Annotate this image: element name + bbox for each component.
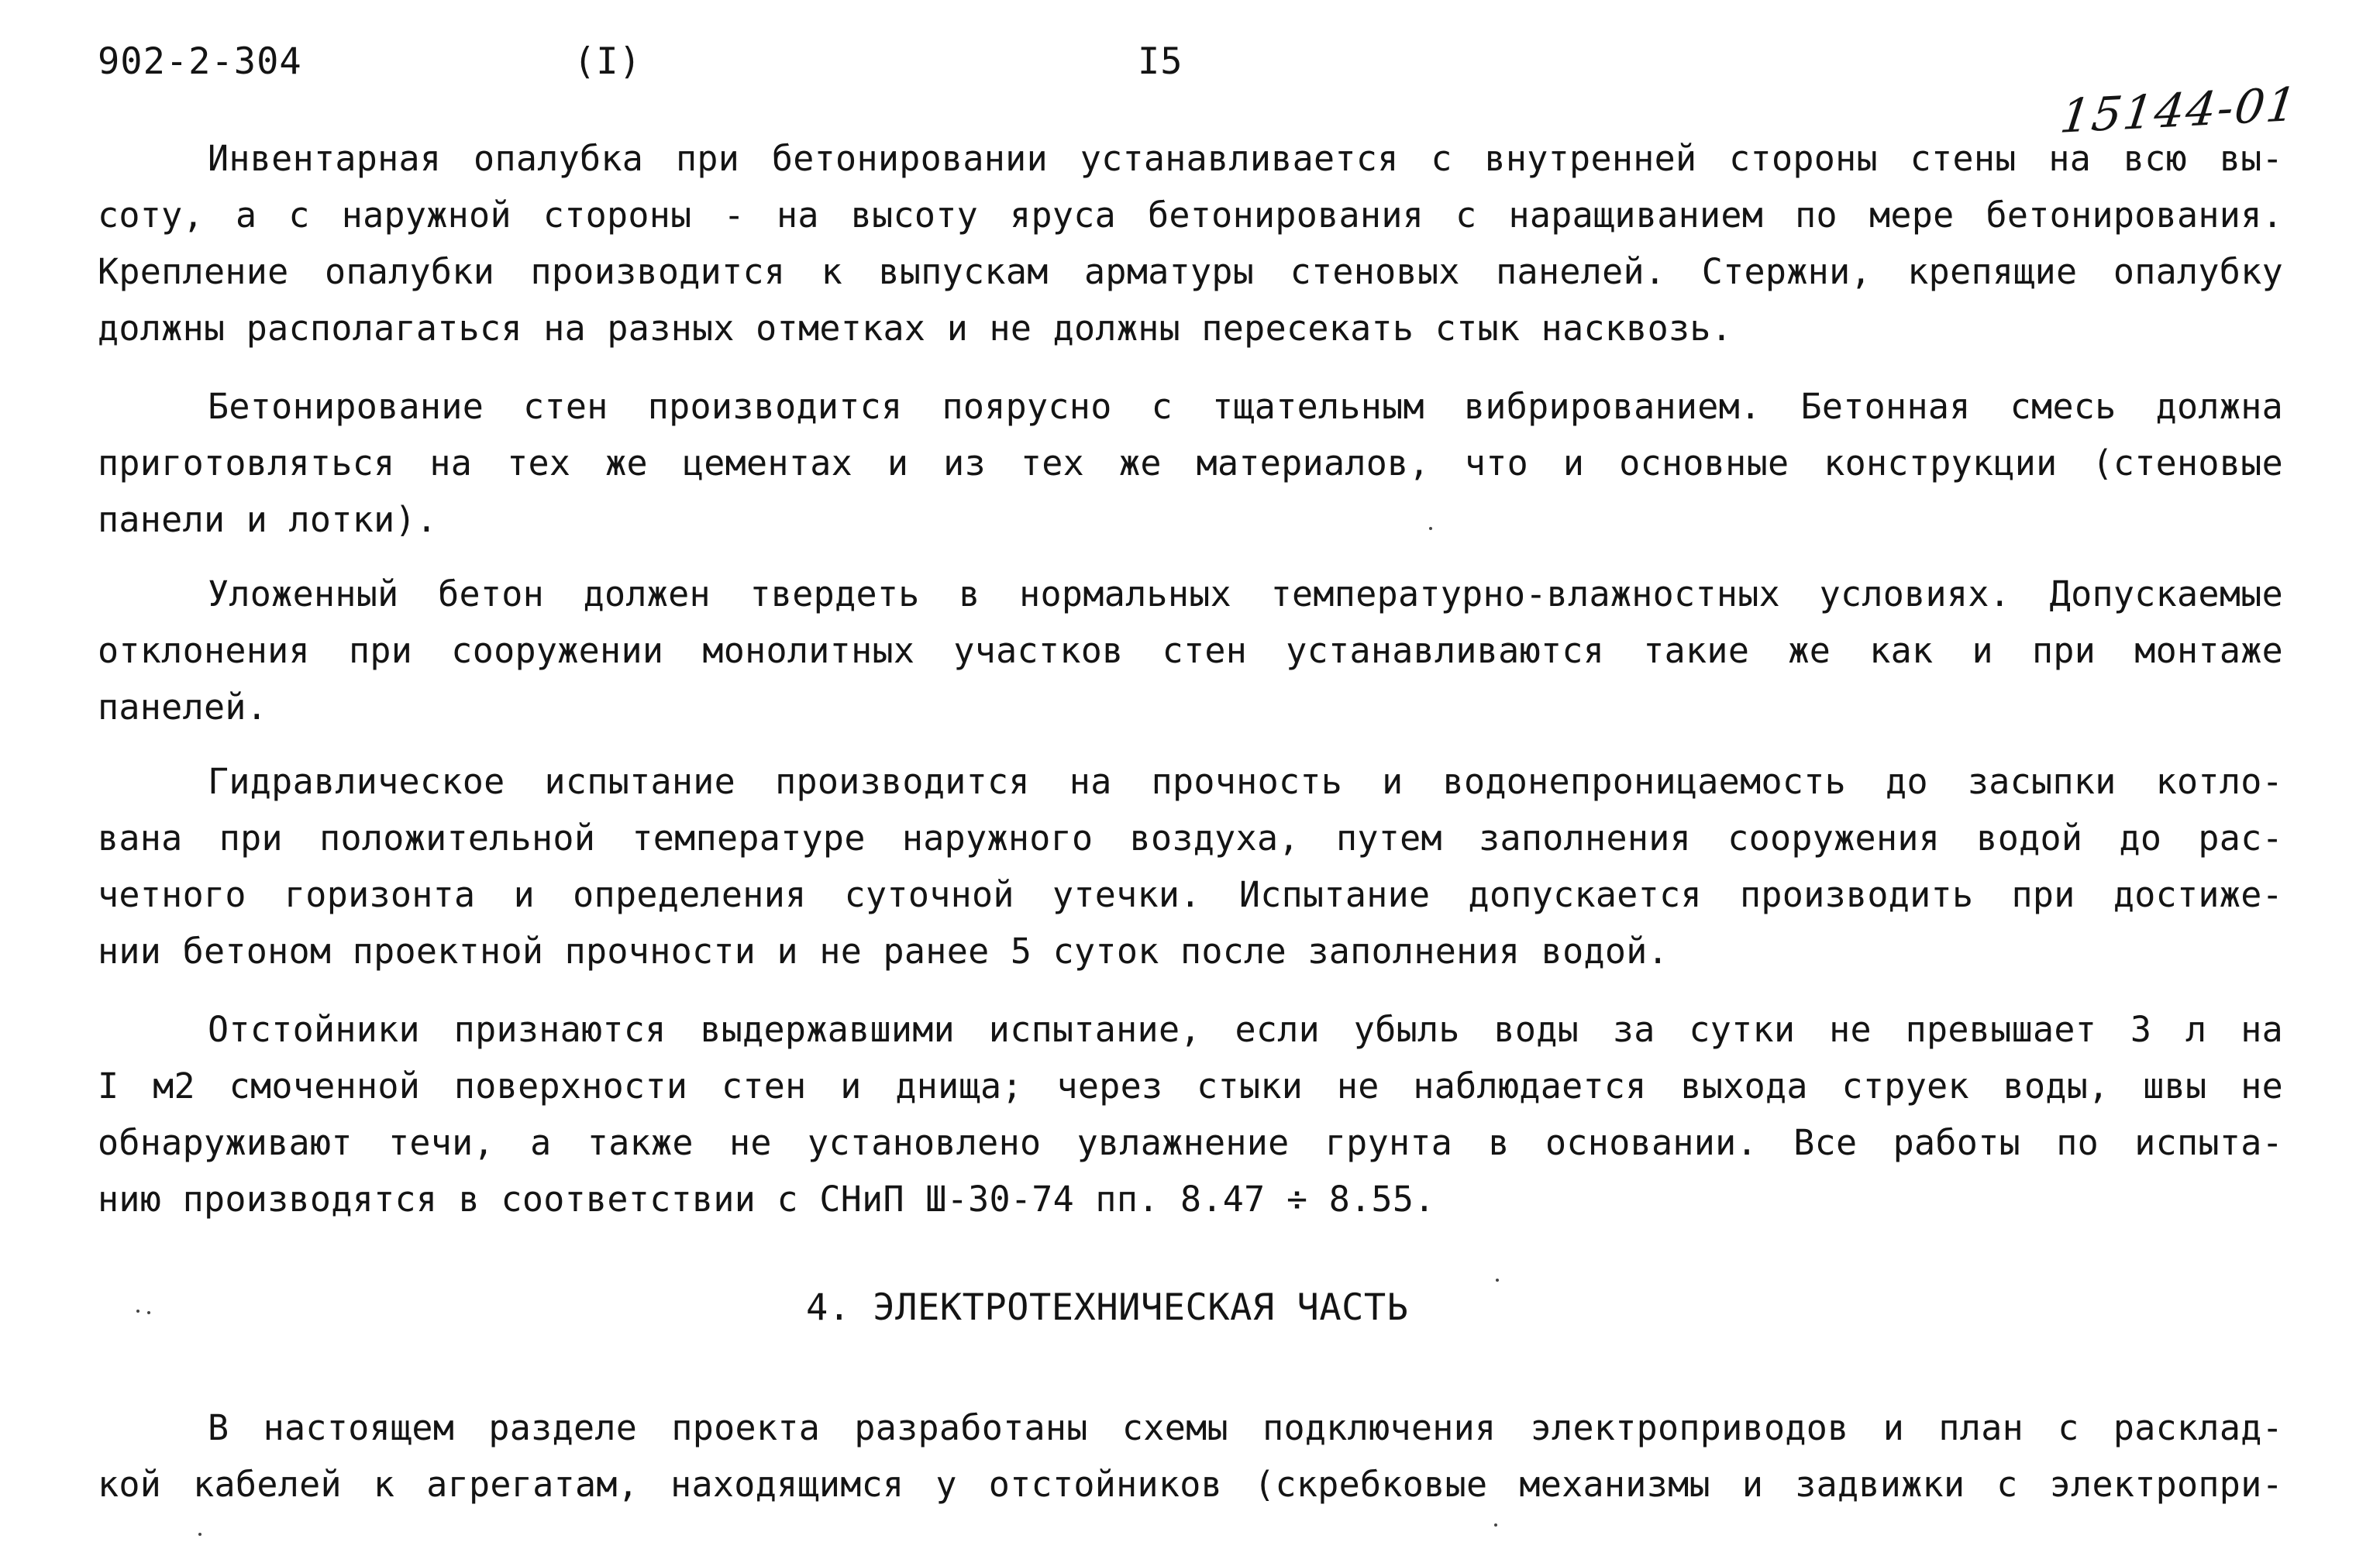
paragraph-acceptance xyxy=(98,1001,2283,1227)
text-line: обнаруживают течи, а также не установлено увлажнение грунта в основании. Все работы по испыта- xyxy=(98,1122,2283,1163)
paragraph-concreting xyxy=(98,378,2283,548)
document-code: 902-2-304 xyxy=(98,40,302,83)
text-line: панелей. xyxy=(98,687,268,728)
text-line: панели и лотки). xyxy=(98,499,438,540)
text-line: I м2 смоченной поверхности стен и днища; через стыки не наблюдается выхода струек воды, швы не xyxy=(98,1065,2283,1107)
text-line: Инвентарная опалубка при бетонировании устанавливается с внутренней стороны стены на всю вы- xyxy=(208,138,2283,179)
text-line: Гидравлическое испытание производится на прочность и водонепроницаемость до засыпки котло- xyxy=(208,761,2283,802)
text-line: Крепление опалубки производится к выпускам арматуры стеновых панелей. Стержни, крепящие опалубку xyxy=(98,251,2283,292)
text-line: нию производятся в соответствии с СНиП Ш-30-74 пп. 8.47 ÷ 8.55. xyxy=(98,1179,1435,1220)
scan-speck xyxy=(198,1533,201,1536)
text-line: В настоящем разделе проекта разработаны схемы подключения электроприводов и план с расклад- xyxy=(208,1407,2283,1448)
scan-speck xyxy=(1429,527,1432,530)
paragraph-electrical xyxy=(98,1399,2283,1513)
scan-speck xyxy=(1494,1523,1497,1527)
text-line: Бетонирование стен производится поярусно с тщательным вибрированием. Бетонная смесь должна xyxy=(208,386,2283,427)
page-number: I5 xyxy=(1138,40,1183,83)
section-heading: 4. ЭЛЕКТРОТЕХНИЧЕСКАЯ ЧАСТЬ xyxy=(806,1286,1409,1329)
text-line: Уложенный бетон должен твердеть в нормальных температурно-влажностных условиях. Допускаемые xyxy=(208,573,2283,614)
text-line: четного горизонта и определения суточной утечки. Испытание допускается производить при достиже- xyxy=(98,874,2283,915)
handwritten-note: 15144-01 xyxy=(2057,77,2302,144)
text-line: вана при положительной температуре наружного воздуха, путем заполнения сооружения водой до рас- xyxy=(98,818,2283,859)
text-line: отклонения при сооружении монолитных участков стен устанавливаются такие же как и при монтаже xyxy=(98,630,2283,671)
scan-speck xyxy=(147,1311,150,1314)
text-line: должны располагаться на разных отметках и не должны пересекать стык насквозь. xyxy=(98,308,1733,349)
scan-speck xyxy=(136,1310,139,1313)
scan-speck xyxy=(1496,1279,1499,1282)
text-line: соту, а с наружной стороны - на высоту яруса бетонирования с наращиванием по мере бетонирования. xyxy=(98,194,2283,236)
paragraph-hydraulic-test xyxy=(98,753,2283,979)
sheet-label: (I) xyxy=(573,40,642,83)
paragraph-curing xyxy=(98,566,2283,735)
text-line: кой кабелей к агрегатам, находящимся у отстойников (скребковые механизмы и задвижки с электропри- xyxy=(98,1464,2283,1505)
text-line: нии бетоном проектной прочности и не ранее 5 суток после заполнения водой. xyxy=(98,931,1669,972)
text-line: приготовляться на тех же цементах и из тех же материалов, что и основные конструкции (стеновые xyxy=(98,442,2283,484)
paragraph-formwork xyxy=(98,130,2283,356)
text-line: Отстойники признаются выдержавшими испытание, если убыль воды за сутки не превышает 3 л на xyxy=(208,1009,2283,1050)
